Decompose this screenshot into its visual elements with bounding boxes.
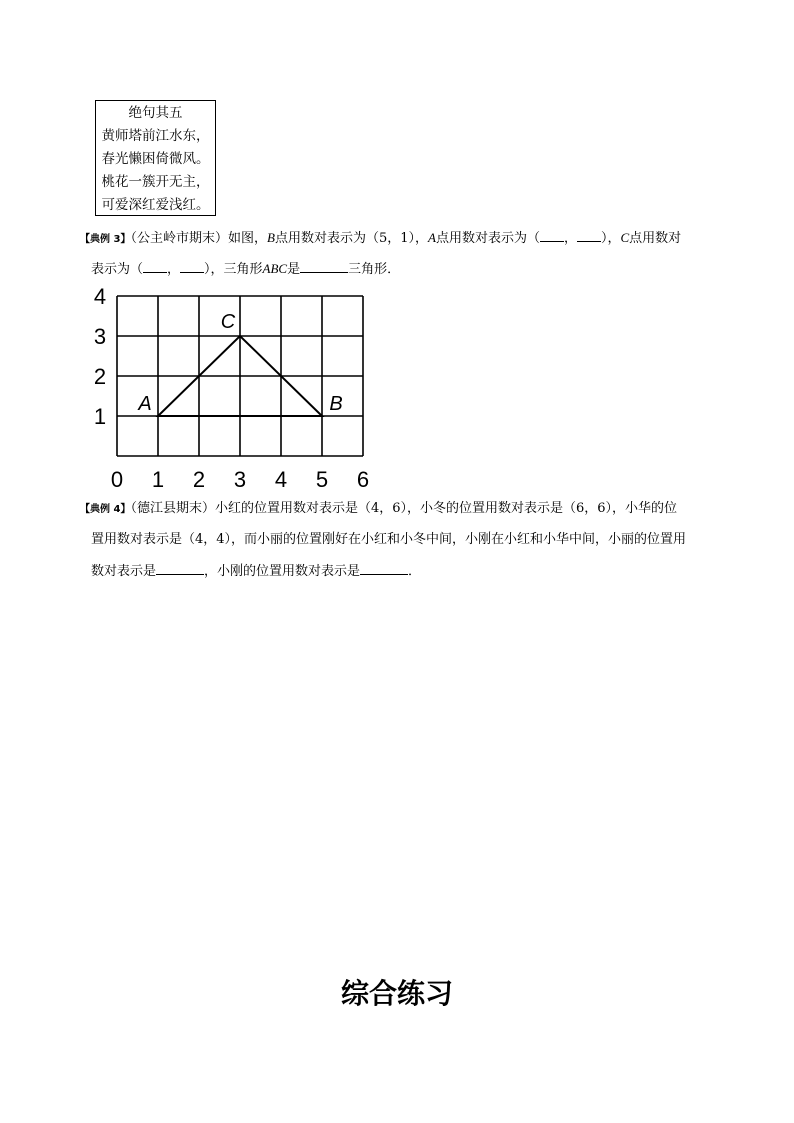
example-3-text: 表示为（ bbox=[91, 262, 144, 277]
y-tick-label: 4 bbox=[93, 284, 107, 309]
point-label-b: B bbox=[329, 393, 343, 415]
answer-blank[interactable] bbox=[143, 260, 167, 273]
example-4-source: （德江县期末） bbox=[130, 501, 215, 516]
comma: ， bbox=[563, 231, 577, 246]
example-3-text: 点用数对表示为（5，1）， bbox=[274, 231, 428, 246]
x-tick-label: 5 bbox=[315, 467, 329, 490]
answer-blank[interactable] bbox=[180, 260, 204, 273]
poem-title: 绝句其五 bbox=[128, 105, 183, 121]
example-3-text: 是 bbox=[287, 262, 301, 277]
point-a-label: A bbox=[427, 230, 436, 245]
example-3-text: ），三角形 bbox=[204, 262, 263, 277]
x-tick-label: 0 bbox=[110, 467, 124, 490]
example-4-line-2 bbox=[91, 524, 686, 555]
x-tick-label: 2 bbox=[192, 467, 206, 490]
x-tick-label: 6 bbox=[356, 467, 370, 490]
example-3-text: 如图， bbox=[227, 231, 267, 246]
point-label-c: C bbox=[220, 311, 236, 333]
example-4-text: ，小刚的位置用数对表示是 bbox=[204, 564, 361, 579]
example-3-source: （公主岭市期末） bbox=[130, 231, 228, 246]
example-3-tag: 【典例 3】 bbox=[80, 234, 131, 245]
example-3-text: 点用数对 bbox=[629, 231, 682, 246]
example-4-tag: 【典例 4】 bbox=[80, 504, 131, 515]
poem-line-4: 可爱深红爱浅红。 bbox=[101, 197, 210, 213]
answer-blank[interactable] bbox=[540, 229, 564, 242]
y-tick-label: 1 bbox=[93, 404, 107, 429]
example-3-text: 三角形． bbox=[348, 262, 401, 277]
x-tick-label: 1 bbox=[151, 467, 165, 490]
poem-line-1: 黄师塔前江水东， bbox=[101, 128, 210, 144]
coordinate-grid-figure bbox=[80, 280, 390, 490]
grid-lines bbox=[117, 296, 363, 456]
x-tick-label: 3 bbox=[233, 467, 247, 490]
answer-blank[interactable] bbox=[577, 229, 601, 242]
comma: ， bbox=[167, 262, 181, 277]
example-3-text: ）， bbox=[600, 231, 621, 246]
triangle-name: ABC bbox=[262, 261, 288, 276]
point-c-label: C bbox=[620, 230, 630, 245]
example-4-line-1 bbox=[80, 493, 677, 525]
answer-blank[interactable] bbox=[300, 260, 348, 273]
example-3-text: 点用数对表示为（ bbox=[435, 231, 540, 246]
example-4-text: 置用数对表示是（4，4），而小丽的位置刚好在小红和小冬中间，小刚在小红和小华中间，小丽的位置用 bbox=[91, 532, 687, 547]
point-b-label: B bbox=[266, 230, 275, 245]
x-tick-label: 4 bbox=[274, 467, 288, 490]
example-4-text: ． bbox=[408, 564, 422, 579]
answer-blank[interactable] bbox=[156, 562, 204, 575]
example-4-text: 小红的位置用数对表示是（4，6），小冬的位置用数对表示是（6，6），小华的位 bbox=[214, 501, 678, 516]
poem-line-2: 春光懒困倚微风。 bbox=[101, 151, 210, 167]
point-label-a: A bbox=[138, 393, 152, 415]
example-4-line-3 bbox=[91, 556, 421, 587]
y-tick-label: 2 bbox=[93, 364, 107, 389]
example-4-text: 数对表示是 bbox=[91, 564, 157, 579]
poem-line-3: 桃花一簇开无主， bbox=[101, 174, 210, 190]
answer-blank[interactable] bbox=[360, 562, 408, 575]
poem-box bbox=[95, 100, 216, 216]
section-title: 综合练习 bbox=[340, 977, 453, 1010]
example-3-line-1 bbox=[80, 222, 681, 255]
y-tick-label: 3 bbox=[93, 324, 107, 349]
